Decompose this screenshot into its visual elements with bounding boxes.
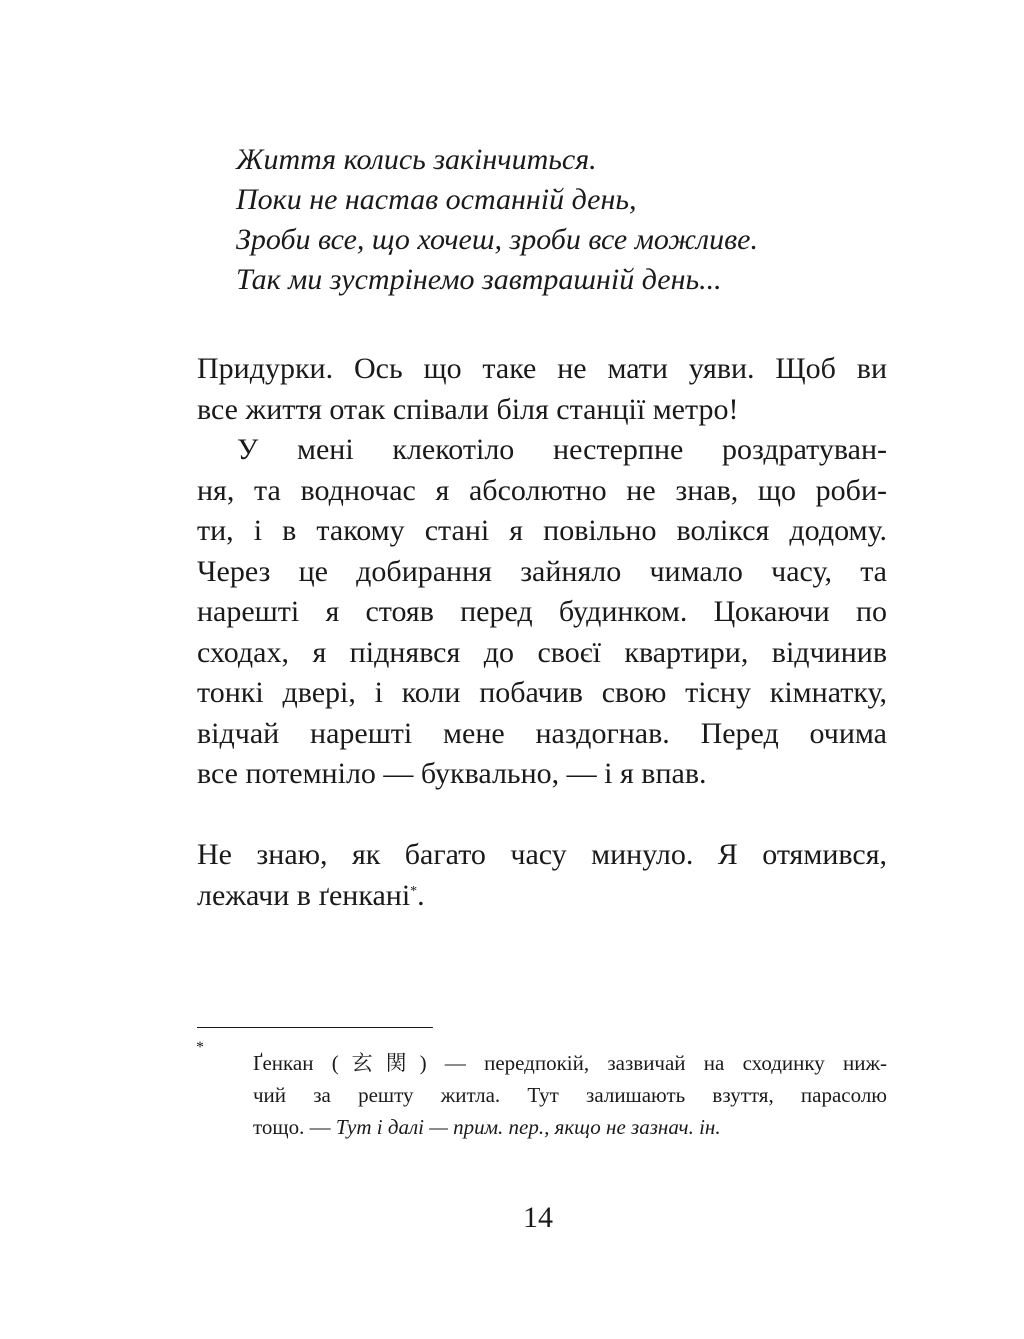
poem-line: Так ми зустрінемо завтрашній день... bbox=[236, 263, 722, 296]
footnote-line bbox=[253, 1111, 887, 1143]
paragraph-line: відчай нарешті мене наздогнав. Перед очима bbox=[197, 716, 887, 750]
paragraph-line: Через це добирання зайняло чимало часу, та bbox=[197, 554, 887, 588]
paragraph-line: нарешті я стояв перед будинком. Цокаючи по bbox=[197, 595, 887, 628]
paragraph-line: тонкі двері, і коли побачив свою тісну кімнатку, bbox=[197, 676, 887, 709]
paragraph-line: У мені клекотіло нестерпне роздратуван- bbox=[237, 433, 887, 466]
poem-epigraph bbox=[236, 140, 886, 300]
footnote-line: чий за решту житла. Тут залишають взуття, парасолю bbox=[253, 1083, 887, 1107]
paragraph-text: лежачи в ґенкані bbox=[197, 878, 411, 912]
paragraph-punctuation: . bbox=[417, 878, 425, 912]
footnote-divider bbox=[197, 1027, 433, 1028]
page-number: 14 bbox=[523, 1201, 553, 1234]
footnote-reference[interactable]: * bbox=[410, 883, 418, 899]
footnote-text bbox=[253, 1047, 887, 1143]
poem-line: Поки не настав останній день, bbox=[236, 183, 637, 216]
paragraph-line: сходах, я піднявся до своєї квартири, відчинив bbox=[197, 635, 887, 669]
paragraph-line: все життя отак співали біля станції метро! bbox=[197, 392, 739, 426]
footnote-italic-text: Тут і далі — прим. пер., якщо не зазнач. ін. bbox=[335, 1115, 721, 1139]
footnote-marker: * bbox=[196, 1039, 204, 1056]
poem-line: Зроби все, що хочеш, зроби все можливе. bbox=[236, 223, 758, 256]
paragraph-line bbox=[197, 876, 887, 917]
paragraph-line: ти, і в такому стані я повільно волікся додому. bbox=[197, 514, 887, 547]
paragraph-line: Придурки. Ось що таке не мати уяви. Щоб ви bbox=[197, 352, 887, 385]
paragraph-line: ня, та водночас я абсолютно не знав, що роби- bbox=[197, 473, 887, 507]
footnote-line: Ґенкан (玄関) — передпокій, зазвичай на сходинку ниж- bbox=[253, 1051, 887, 1075]
footnote-plain-text: тощо. — bbox=[253, 1115, 336, 1139]
paragraph-line: все потемніло — буквально, — і я впав. bbox=[197, 757, 707, 790]
main-text-block bbox=[197, 349, 887, 795]
paragraph-line: Не знаю, як багато часу минуло. Я отямився, bbox=[197, 838, 887, 871]
second-text-block bbox=[197, 835, 887, 916]
poem-line: Життя колись закінчиться. bbox=[236, 143, 597, 176]
